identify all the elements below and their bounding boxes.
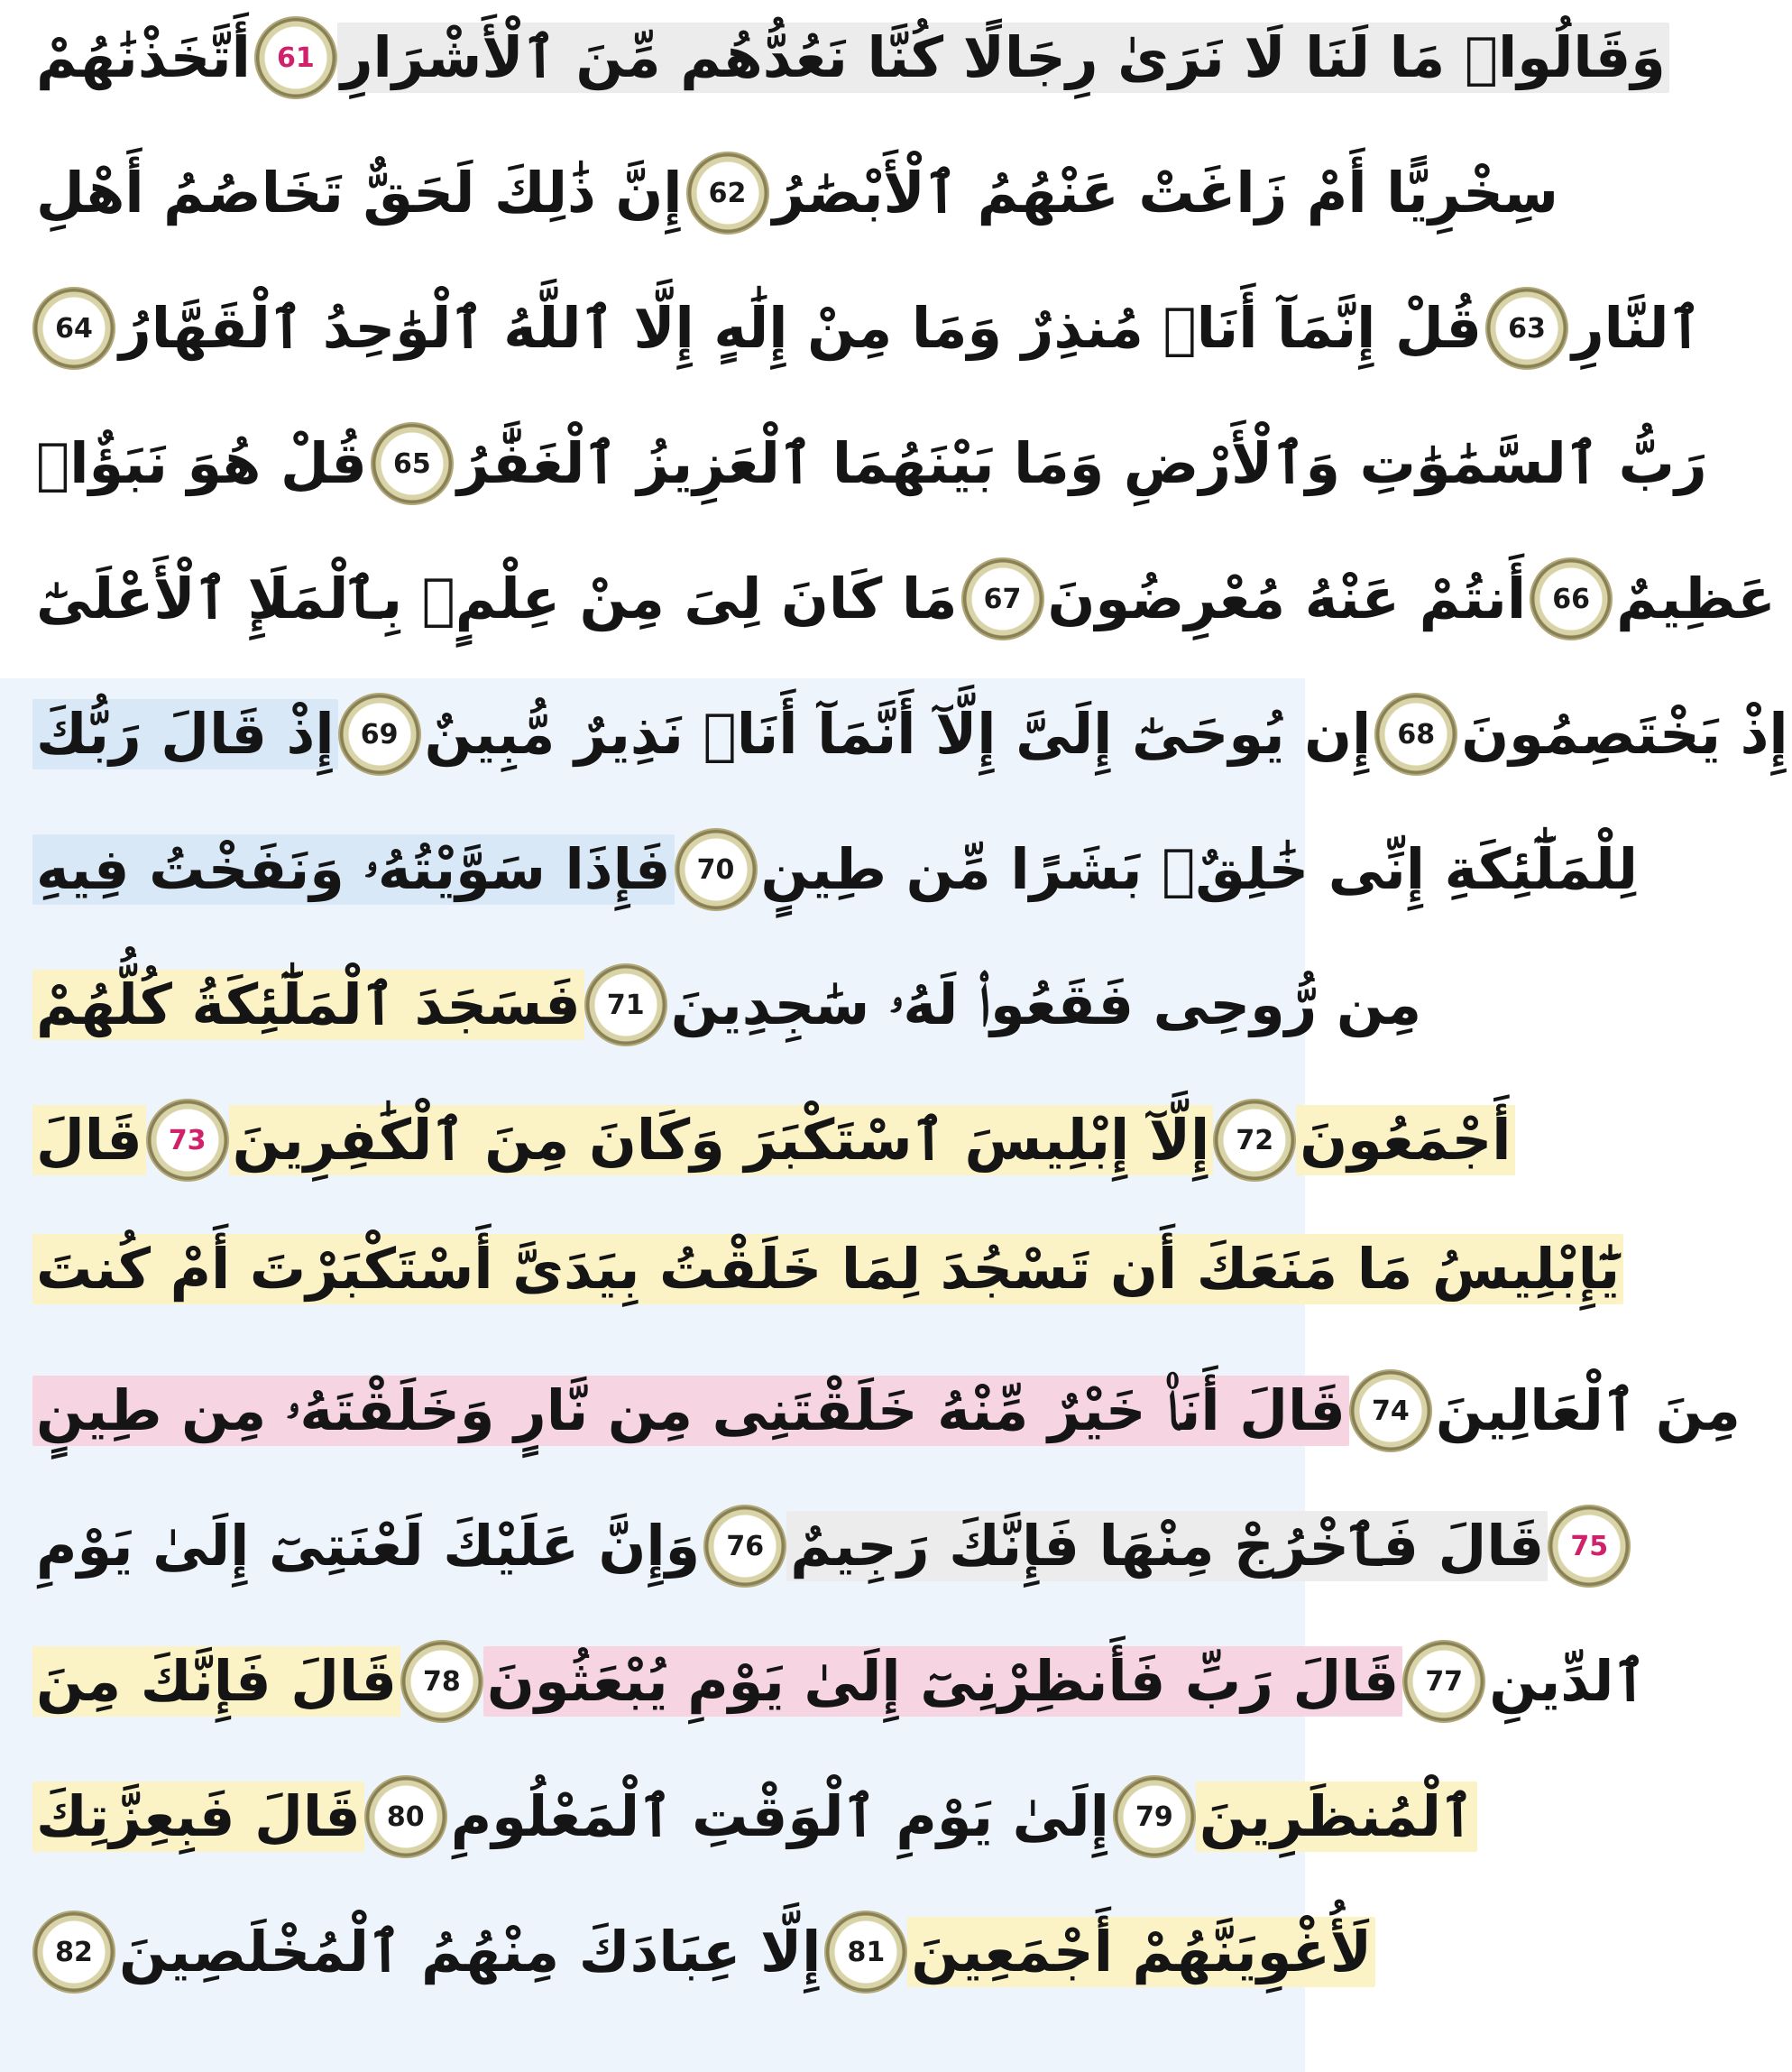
text-line (32, 1505, 1609, 1588)
text-line (32, 1099, 1512, 1182)
text-line (32, 693, 1788, 776)
text-line (32, 1234, 1621, 1304)
verse-text: ٱلدِّينِ (1489, 1648, 1647, 1715)
verse-text: إِلَّآ إِبْلِيسَ ٱسْتَكْبَرَ وَكَانَ مِنَ ٱلْكَٰفِرِينَ (229, 1105, 1214, 1175)
verse-text: قَالَ فَٱخْرُجْ مِنْهَا فَإِنَّكَ رَجِيمٌ (786, 1511, 1548, 1581)
ayah-number-marker: 72 (1213, 1099, 1296, 1182)
verse-text: لِلْمَلَٰٓئِكَةِ إِنِّى خَٰلِقٌۢ بَشَرًا مِّن طِينٍ (760, 836, 1639, 903)
verse-text: إِذْ يَخْتَصِمُونَ (1461, 701, 1788, 768)
ayah-number-marker: 65 (371, 422, 454, 505)
text-line (32, 152, 1558, 235)
verse-text: إِلَىٰ يَوْمِ ٱلْوَقْتِ ٱلْمَعْلُومِ (450, 1783, 1109, 1850)
ayah-number-marker: 81 (824, 1911, 907, 1994)
ayah-number-marker: 61 (254, 16, 337, 99)
ayah-number-marker: 66 (1530, 557, 1613, 640)
text-line (32, 963, 1422, 1046)
ayah-number-marker: 82 (32, 1911, 115, 1994)
verse-text: ٱلنَّارِ (1571, 295, 1702, 362)
text-line (32, 16, 1666, 99)
verse-text: إِلَّا عِبَادَكَ مِنْهُمُ ٱلْمُخْلَصِينَ (119, 1919, 822, 1985)
verse-text: يَٰٓإِبْلِيسُ مَا مَنَعَكَ أَن تَسْجُدَ لِمَا خَلَقْتُ بِيَدَىَّ أَسْتَكْبَرْتَ أَمْ كُنتَ (32, 1234, 1623, 1304)
ayah-number-marker: 67 (961, 557, 1044, 640)
verse-text: إِنَّ ذَٰلِكَ لَحَقٌّ تَخَاصُمُ أَهْلِ (36, 160, 683, 226)
verse-text: قُلْ إِنَّمَآ أَنَا۠ مُنذِرٌ وَمَا مِنْ إِلَٰهٍ إِلَّا ٱللَّهُ ٱلْوَٰحِدُ ٱلْقَهَّارُ (119, 295, 1482, 362)
ayah-number-marker: 77 (1402, 1640, 1485, 1723)
verse-text: إِن يُوحَىٰٓ إِلَىَّ إِلَّآ أَنَّمَآ أَنَا۠ نَذِيرٌ مُّبِينٌ (424, 701, 1372, 768)
ayah-number-marker: 62 (686, 152, 769, 235)
verse-text: إِذْ قَالَ رَبُّكَ (32, 699, 338, 769)
verse-text: أَتَّخَذْنَٰهُمْ (36, 24, 251, 91)
ayah-number-marker: 79 (1113, 1775, 1196, 1858)
verse-text: قَالَ (32, 1105, 146, 1175)
verse-text: وَإِنَّ عَلَيْكَ لَعْنَتِىٓ إِلَىٰ يَوْمِ (36, 1513, 701, 1579)
verse-text: ٱلْمُنظَرِينَ (1196, 1782, 1478, 1852)
ayah-number-marker: 69 (338, 693, 421, 776)
ayah-number-marker: 73 (146, 1099, 229, 1182)
verse-text: أَنتُمْ عَنْهُ مُعْرِضُونَ (1047, 566, 1527, 632)
text-line (32, 557, 1776, 640)
text-line (32, 287, 1702, 370)
text-line (32, 422, 1707, 505)
verse-text: قَالَ رَبِّ فَأَنظِرْنِىٓ إِلَىٰ يَوْمِ يُبْعَثُونَ (483, 1646, 1402, 1717)
ayah-number-marker: 78 (400, 1640, 483, 1723)
ayah-number-marker: 64 (32, 287, 115, 370)
verse-text: عَظِيمٌ (1616, 566, 1776, 632)
ayah-number-marker: 70 (675, 828, 758, 911)
ayah-number-marker: 74 (1349, 1369, 1432, 1452)
verse-text: فَسَجَدَ ٱلْمَلَٰٓئِكَةُ كُلُّهُمْ (32, 970, 584, 1040)
ayah-number-marker: 71 (584, 963, 667, 1046)
verse-text: قَالَ فَبِعِزَّتِكَ (32, 1782, 364, 1852)
ayah-number-marker: 75 (1548, 1505, 1631, 1588)
verse-text: قَالَ أَنَا۠ خَيْرٌ مِّنْهُ خَلَقْتَنِى مِن نَّارٍ وَخَلَقْتَهُۥ مِن طِينٍ (32, 1376, 1349, 1446)
text-line (32, 828, 1639, 911)
text-line (32, 1369, 1741, 1452)
text-line (32, 1911, 1373, 1994)
verse-text: قُلْ هُوَ نَبَؤٌا۟ (36, 430, 367, 497)
text-line (32, 1640, 1647, 1723)
verse-text: وَقَالُوا۟ مَا لَنَا لَا نَرَىٰ رِجَالًا كُنَّا نَعُدُّهُم مِّنَ ٱلْأَشْرَارِ (337, 23, 1669, 93)
verse-text: قَالَ فَإِنَّكَ مِنَ (32, 1646, 400, 1717)
verse-text: لَأُغْوِيَنَّهُمْ أَجْمَعِينَ (907, 1917, 1375, 1987)
verse-text: سِخْرِيًّا أَمْ زَاغَتْ عَنْهُمُ ٱلْأَبْصَٰرُ (772, 160, 1558, 226)
verse-text: مَا كَانَ لِىَ مِنْ عِلْمٍۭ بِٱلْمَلَإِ ٱلْأَعْلَىٰٓ (36, 566, 958, 632)
verse-text: أَجْمَعُونَ (1296, 1105, 1514, 1175)
text-line (32, 1775, 1475, 1858)
ayah-number-marker: 80 (364, 1775, 447, 1858)
ayah-number-marker: 68 (1374, 693, 1457, 776)
verse-text: رَبُّ ٱلسَّمَٰوَٰتِ وَٱلْأَرْضِ وَمَا بَيْنَهُمَا ٱلْعَزِيزُ ٱلْغَفَّٰرُ (456, 430, 1707, 497)
verse-text: فَإِذَا سَوَّيْتُهُۥ وَنَفَخْتُ فِيهِ (32, 834, 675, 905)
verse-text: مِن رُّوحِى فَقَعُوا۟ لَهُۥ سَٰجِدِينَ (670, 972, 1422, 1038)
ayah-number-marker: 63 (1485, 287, 1568, 370)
verse-text: مِنَ ٱلْعَالِينَ (1435, 1377, 1741, 1444)
ayah-number-marker: 76 (703, 1505, 786, 1588)
